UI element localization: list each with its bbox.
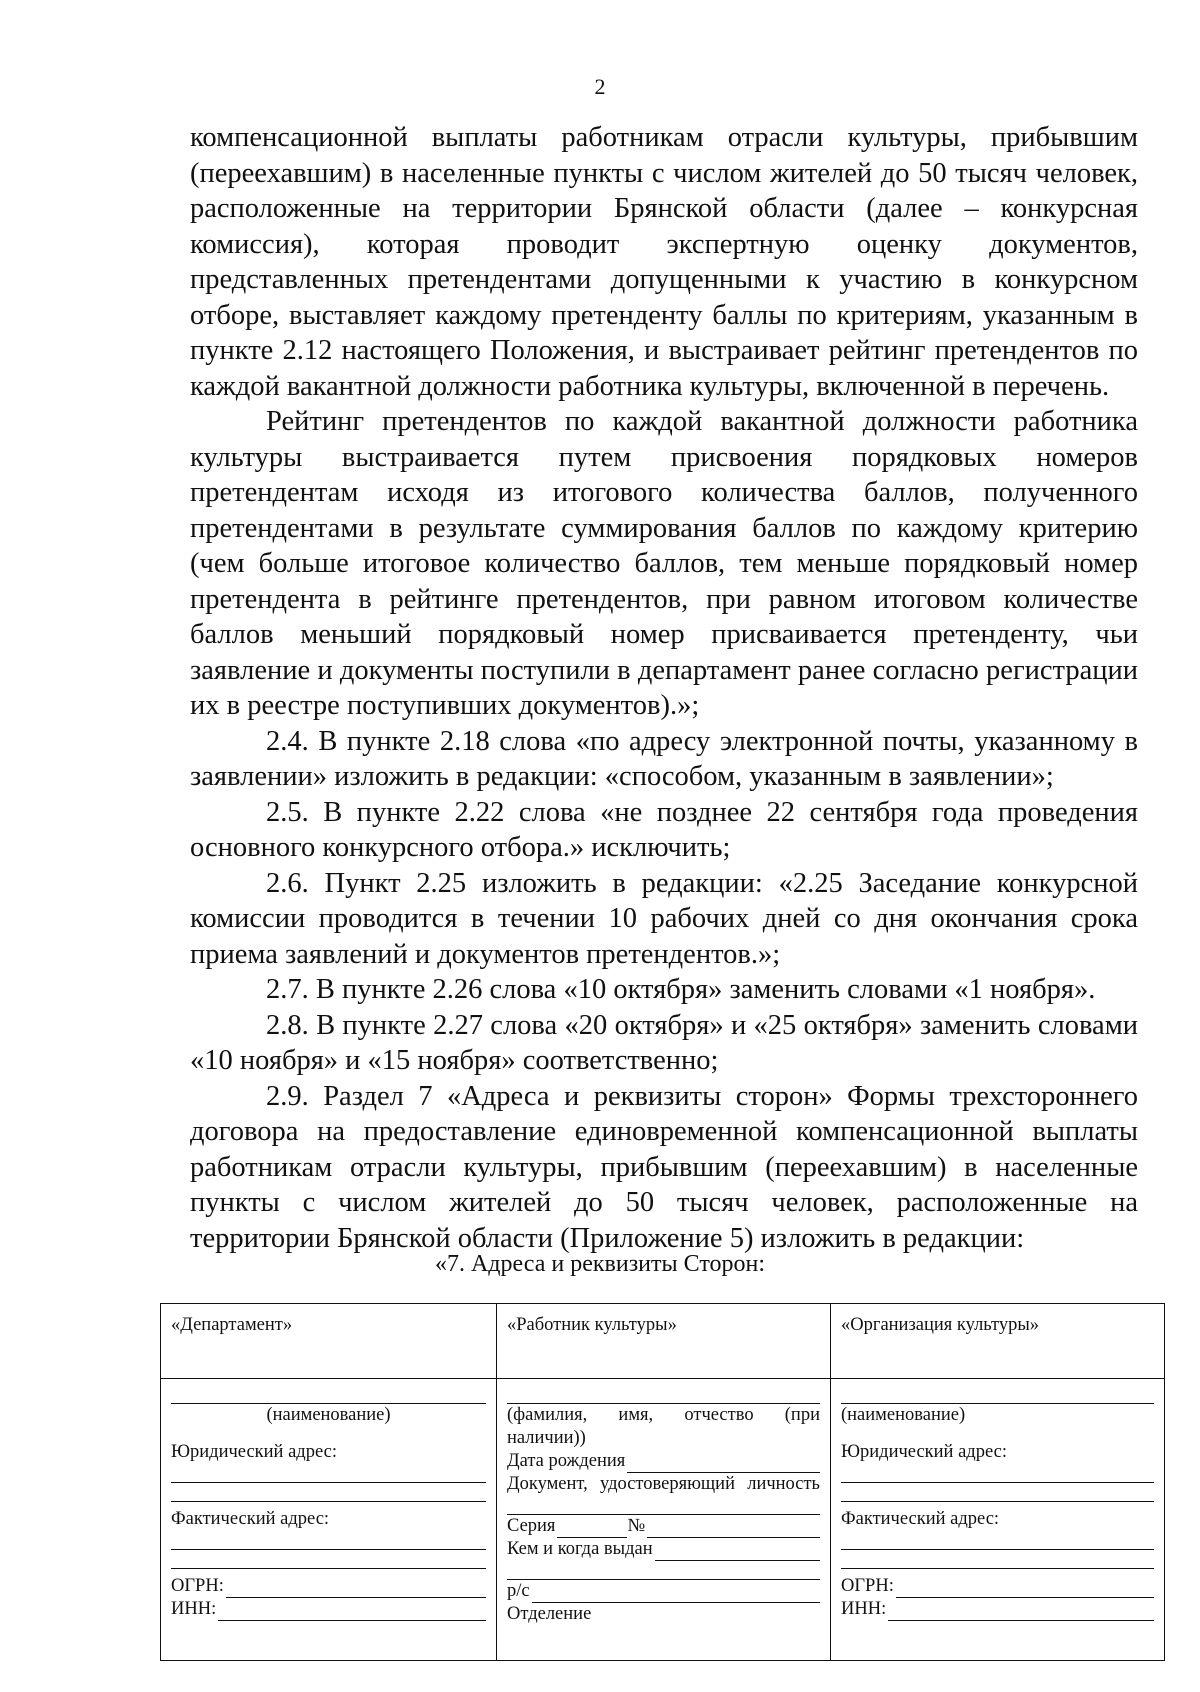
department-ogrn-label: ОГРН: bbox=[171, 1576, 224, 1596]
worker-issued-by-line-2[interactable] bbox=[507, 1561, 820, 1580]
worker-birth-date-row bbox=[507, 1450, 820, 1473]
organization-ogrn-label: ОГРН: bbox=[841, 1576, 894, 1596]
table-body-row bbox=[161, 1379, 1165, 1661]
department-legal-address-line-2[interactable] bbox=[171, 1483, 486, 1502]
paragraph-commission: компенсационной выплаты работникам отрасли культуры, прибывшим (переехавшим) в населенные пункты с числом жителей до 50 тысяч человек, расположенные на территории Брянской области (далее – конкурсная комиссия), которая проводит экспертную оценку документов, представленных претендентами допущенными к участию в конкурсном отборе, выставляет каждому претенденту баллы по критериям, указанным в пункте 2.12 настоящего Положения, и выстраивает рейтинг претендентов по каждой вакантной должности работника культуры, включенной в перечень. bbox=[190, 122, 1138, 402]
requisites-table bbox=[160, 1303, 1165, 1661]
page-number: 2 bbox=[594, 74, 606, 99]
worker-number-field[interactable] bbox=[647, 1519, 820, 1538]
organization-ogrn-field[interactable] bbox=[896, 1579, 1154, 1598]
department-actual-address-line[interactable] bbox=[171, 1531, 486, 1550]
header-organization: «Организация культуры» bbox=[831, 1304, 1165, 1379]
organization-legal-address-label: Юридический адрес: bbox=[841, 1442, 1007, 1462]
worker-issued-by-field[interactable] bbox=[655, 1542, 820, 1561]
worker-name-caption: (фамилия, имя, отчество (при наличии)) bbox=[507, 1405, 820, 1448]
organization-actual-address-label: Фактический адрес: bbox=[841, 1509, 1000, 1529]
organization-ogrn-row bbox=[841, 1575, 1154, 1598]
organization-inn-label: ИНН: bbox=[841, 1599, 887, 1619]
paragraph-2-4: 2.4. В пункте 2.18 слова «по адресу электронной почты, указанному в заявлении» изложить в редакции: «способом, указанным в заявлении»; bbox=[190, 725, 1138, 792]
worker-series-row bbox=[507, 1515, 820, 1538]
header-department: «Департамент» bbox=[161, 1304, 497, 1379]
paragraph-2-7: 2.7. В пункте 2.26 слова «10 октября» заменить словами «1 ноября». bbox=[266, 974, 1096, 1005]
paragraph-2-6: 2.6. Пункт 2.25 изложить в редакции: «2.25 Заседание конкурсной комиссии проводится в течении 10 рабочих дней со дня окончания срока приема заявлений и документов претендентов.»; bbox=[190, 867, 1138, 970]
department-legal-address-label: Юридический адрес: bbox=[171, 1442, 337, 1462]
department-actual-address-line-2[interactable] bbox=[171, 1550, 486, 1569]
worker-requisites bbox=[497, 1379, 831, 1661]
paragraph-2-5: 2.5. В пункте 2.22 слова «не позднее 22 сентября года проведения основного конкурсного отбора.» исключить; bbox=[190, 796, 1138, 863]
department-inn-label: ИНН: bbox=[171, 1599, 217, 1619]
section-heading: «7. Адреса и реквизиты Сторон: bbox=[434, 1251, 766, 1277]
worker-account-row bbox=[507, 1580, 820, 1603]
worker-series-field[interactable] bbox=[557, 1519, 627, 1538]
department-ogrn-row bbox=[171, 1575, 486, 1598]
worker-series-label: Серия bbox=[507, 1516, 556, 1536]
worker-birth-date-label: Дата рождения bbox=[507, 1451, 626, 1471]
worker-name-line[interactable] bbox=[507, 1385, 820, 1404]
worker-issued-by-label: Кем и когда выдан bbox=[507, 1539, 653, 1559]
header-worker: «Работник культуры» bbox=[497, 1304, 831, 1379]
organization-legal-address-line[interactable] bbox=[841, 1464, 1154, 1483]
department-requisites bbox=[161, 1379, 497, 1661]
department-name-caption: (наименование) bbox=[266, 1405, 391, 1425]
organization-legal-address-line-2[interactable] bbox=[841, 1483, 1154, 1502]
document-body bbox=[190, 120, 1138, 1256]
worker-id-document-line[interactable] bbox=[507, 1496, 820, 1515]
department-inn-row bbox=[171, 1598, 486, 1621]
worker-id-document-label: Документ, удостоверяющий личность bbox=[507, 1474, 820, 1494]
worker-account-label: р/с bbox=[507, 1581, 530, 1601]
department-name-line[interactable] bbox=[171, 1385, 486, 1404]
table-header-row bbox=[161, 1304, 1165, 1379]
worker-issued-row bbox=[507, 1538, 820, 1561]
worker-account-field[interactable] bbox=[532, 1584, 820, 1603]
department-ogrn-field[interactable] bbox=[226, 1579, 486, 1598]
paragraph-2-8: 2.8. В пункте 2.27 слова «20 октября» и «25 октября» заменить словами «10 ноября» и «15 ноября» соответственно; bbox=[190, 1009, 1138, 1076]
organization-actual-address-line[interactable] bbox=[841, 1531, 1154, 1550]
worker-number-label: № bbox=[627, 1516, 646, 1536]
organization-inn-field[interactable] bbox=[888, 1602, 1154, 1621]
paragraph-2-9: 2.9. Раздел 7 «Адреса и реквизиты сторон» Формы трехстороннего договора на предоставление единовременной компенсационной выплаты работникам отрасли культуры, прибывшим (переехавшим) в населенные пункты с числом жителей до 50 тысяч человек, расположенные на территории Брянской области (Приложение 5) изложить в редакции: bbox=[190, 1080, 1138, 1254]
worker-birth-date-field[interactable] bbox=[627, 1454, 820, 1473]
organization-name-caption: (наименование) bbox=[841, 1405, 966, 1425]
department-actual-address-label: Фактический адрес: bbox=[171, 1509, 330, 1529]
organization-name-line[interactable] bbox=[841, 1385, 1154, 1404]
organization-requisites bbox=[831, 1379, 1165, 1661]
paragraph-rating: Рейтинг претендентов по каждой вакантной должности работника культуры выстраивается путем присвоения порядковых номеров претендентам исходя из итогового количества баллов, полученного претендентами в результате суммирования баллов по каждому критерию (чем больше итоговое количество баллов, тем меньше порядковый номер претендента в рейтинге претендентов, при равном итоговом количестве баллов меньший порядковый номер присваивается претенденту, чьи заявление и документы поступили в департамент ранее согласно регистрации их в реестре поступивших документов).»; bbox=[190, 406, 1138, 721]
organization-actual-address-line-2[interactable] bbox=[841, 1550, 1154, 1569]
organization-inn-row bbox=[841, 1598, 1154, 1621]
worker-branch-label: Отделение bbox=[507, 1604, 592, 1624]
department-legal-address-line[interactable] bbox=[171, 1464, 486, 1483]
department-inn-field[interactable] bbox=[218, 1602, 486, 1621]
